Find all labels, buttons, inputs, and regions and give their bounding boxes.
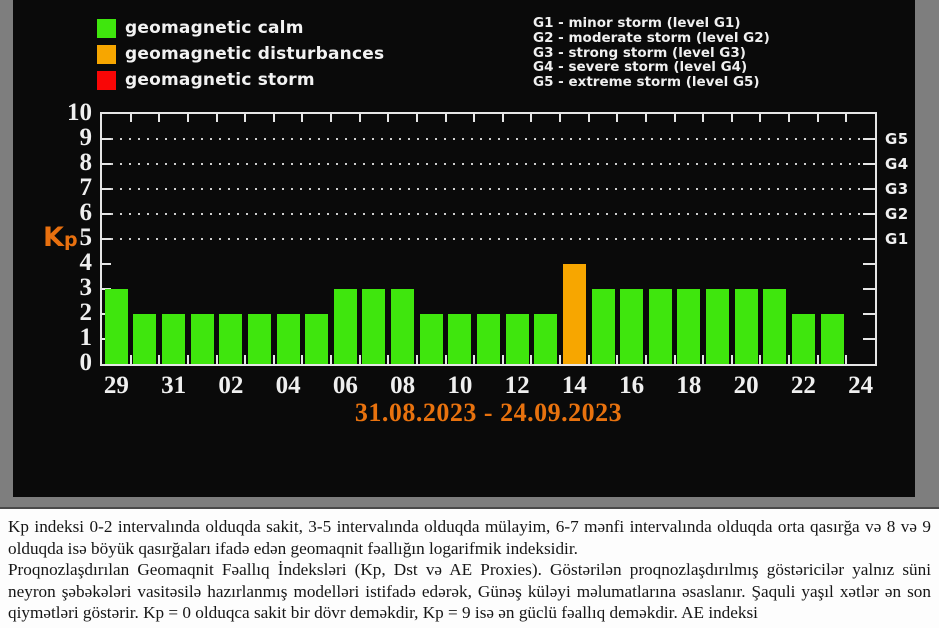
x-axis-label-08: 08 xyxy=(390,372,416,399)
y-tick-right xyxy=(863,163,875,165)
x-tick-top xyxy=(330,114,332,122)
kp-bar-day-09 xyxy=(420,314,443,364)
y-axis-label-4: 4 xyxy=(79,248,92,276)
legend-label-storm: geomagnetic storm xyxy=(125,70,315,90)
x-tick-bottom xyxy=(559,355,561,364)
y-axis-label-0: 0 xyxy=(79,348,92,376)
calm-color-swatch xyxy=(97,19,116,38)
y-tick-right xyxy=(863,238,875,240)
disturbances-color-swatch xyxy=(97,45,116,64)
x-axis-label-06: 06 xyxy=(332,372,358,399)
x-tick-bottom xyxy=(273,355,275,364)
kp-bar-day-11 xyxy=(477,314,500,364)
x-tick-bottom xyxy=(130,355,132,364)
kp-bar-day-23 xyxy=(821,314,844,364)
x-tick-bottom xyxy=(244,355,246,364)
right-axis-label-g4: G4 xyxy=(885,155,909,173)
right-axis-label-g5: G5 xyxy=(885,130,909,148)
y-axis-title: Kp xyxy=(43,222,78,253)
y-axis-label-5: 5 xyxy=(79,223,92,251)
x-tick-bottom xyxy=(359,355,361,364)
x-tick-bottom xyxy=(588,355,590,364)
description-text xyxy=(0,509,939,628)
legend-label-disturbances: geomagnetic disturbances xyxy=(125,44,385,64)
x-tick-bottom xyxy=(387,355,389,364)
x-tick-bottom xyxy=(416,355,418,364)
y-tick-right xyxy=(863,338,875,340)
x-tick-top xyxy=(731,114,733,122)
x-tick-top xyxy=(588,114,590,122)
x-tick-bottom xyxy=(645,355,647,364)
kp-bar-day-18 xyxy=(677,289,700,364)
x-tick-top xyxy=(788,114,790,122)
y-tick-left xyxy=(102,263,111,265)
kp-bar-day-30 xyxy=(133,314,156,364)
kp-bar-day-04 xyxy=(277,314,300,364)
storm-level-g1: G1 - minor storm (level G1) xyxy=(533,15,741,31)
y-axis-label-7: 7 xyxy=(79,173,92,201)
x-tick-top xyxy=(187,114,189,122)
x-tick-top xyxy=(645,114,647,122)
x-axis-label-31: 31 xyxy=(161,372,187,399)
x-tick-bottom xyxy=(158,355,160,364)
kp-bar-day-15 xyxy=(592,289,615,364)
kp-bar-day-10 xyxy=(448,314,471,364)
gridline-level-g3 xyxy=(102,188,875,190)
x-tick-top xyxy=(817,114,819,122)
x-tick-top xyxy=(445,114,447,122)
right-axis-label-g2: G2 xyxy=(885,205,909,223)
x-axis-label-14: 14 xyxy=(561,372,587,399)
x-tick-bottom xyxy=(702,355,704,364)
x-tick-top xyxy=(301,114,303,122)
x-tick-top xyxy=(273,114,275,122)
x-tick-bottom xyxy=(445,355,447,364)
legend-item-disturbances xyxy=(97,41,384,67)
x-tick-bottom xyxy=(674,355,676,364)
x-axis-label-22: 22 xyxy=(790,372,816,399)
legend-item-storm xyxy=(97,67,384,93)
y-tick-left xyxy=(102,213,111,215)
y-axis-label-10: 10 xyxy=(67,98,92,126)
x-axis-label-24: 24 xyxy=(848,372,874,399)
kp-bar-day-19 xyxy=(706,289,729,364)
kp-bar-day-12 xyxy=(506,314,529,364)
description-paragraph-2: Proqnozlaşdırılan Geomaqnit Fəallıq İndeksləri (Kp, Dst və AE Proxies). Göstərilən proqnozlaşdırılmış göstəricilər yalnız süni neyron şəbəkələri vasitəsilə hazırlanmış modelləri istifadə edərək, Günəş küləyi məlumatlarına əsaslanır. Şaquli yaşıl xətlər ən son qiymətləri göstərir. Kp = 0 olduqca sakit bir dövr deməkdir, Kp = 9 isə ən güclü fəallıq deməkdir. AE indeksi xyxy=(8,560,931,623)
y-axis-label-3: 3 xyxy=(79,273,92,301)
x-tick-bottom xyxy=(502,355,504,364)
y-tick-left xyxy=(102,188,111,190)
y-tick-right xyxy=(863,188,875,190)
gridline-level-g5 xyxy=(102,138,875,140)
x-axis-label-16: 16 xyxy=(619,372,645,399)
kp-bar-day-20 xyxy=(735,289,758,364)
gridline-level-g2 xyxy=(102,213,875,215)
y-tick-right xyxy=(863,138,875,140)
storm-color-swatch xyxy=(97,71,116,90)
x-tick-top xyxy=(845,114,847,122)
y-axis-label-2: 2 xyxy=(79,298,92,326)
y-tick-left xyxy=(102,238,111,240)
kp-bar-day-21 xyxy=(763,289,786,364)
x-tick-top xyxy=(130,114,132,122)
kp-bar-day-05 xyxy=(305,314,328,364)
x-tick-bottom xyxy=(788,355,790,364)
x-tick-bottom xyxy=(817,355,819,364)
x-tick-top xyxy=(244,114,246,122)
x-axis-label-04: 04 xyxy=(275,372,301,399)
kp-bar-day-03 xyxy=(248,314,271,364)
x-tick-bottom xyxy=(473,355,475,364)
x-tick-top xyxy=(158,114,160,122)
y-tick-left xyxy=(102,163,111,165)
kp-bar-day-14 xyxy=(563,264,586,364)
x-tick-top xyxy=(759,114,761,122)
x-tick-top xyxy=(473,114,475,122)
x-tick-bottom xyxy=(330,355,332,364)
x-tick-bottom xyxy=(616,355,618,364)
kp-bar-day-31 xyxy=(162,314,185,364)
x-tick-top xyxy=(416,114,418,122)
storm-level-g5: G5 - extreme storm (level G5) xyxy=(533,74,760,91)
x-axis-label-18: 18 xyxy=(676,372,702,399)
right-axis-label-g3: G3 xyxy=(885,180,909,198)
x-tick-bottom xyxy=(301,355,303,364)
x-axis-label-02: 02 xyxy=(218,372,244,399)
date-range-label: 31.08.2023 - 24.09.2023 xyxy=(354,398,623,427)
y-axis-label-6: 6 xyxy=(79,198,92,226)
gridline-level-g4 xyxy=(102,163,875,165)
x-tick-bottom xyxy=(731,355,733,364)
kp-bar-day-01 xyxy=(191,314,214,364)
x-tick-top xyxy=(702,114,704,122)
kp-bar-day-07 xyxy=(362,289,385,364)
storm-level-legend xyxy=(533,16,770,90)
kp-bar-day-06 xyxy=(334,289,357,364)
x-axis-label-10: 10 xyxy=(447,372,473,399)
x-tick-top xyxy=(502,114,504,122)
x-tick-top xyxy=(216,114,218,122)
kp-bar-day-13 xyxy=(534,314,557,364)
x-axis-label-29: 29 xyxy=(103,372,129,399)
x-tick-top xyxy=(530,114,532,122)
storm-level-g2: G2 - moderate storm (level G2) xyxy=(533,29,770,46)
kp-bar-day-17 xyxy=(649,289,672,364)
x-tick-bottom xyxy=(759,355,761,364)
x-tick-top xyxy=(616,114,618,122)
x-tick-bottom xyxy=(216,355,218,364)
legend-item-calm xyxy=(97,15,384,41)
x-axis-label-12: 12 xyxy=(504,372,530,399)
kp-bar-day-29 xyxy=(105,289,128,364)
y-axis-label-1: 1 xyxy=(79,323,92,351)
description-paragraph-1: Kp indeksi 0-2 intervalında olduqda sakit, 3-5 intervalında olduqda mülayim, 6-7 mənfi intervalında olduqda orta qasırğa və 8 və 9 olduqda isə böyük qasırğaları ifadə edən geomaqnit fəallığın logarifmik indeksidir. xyxy=(8,517,931,558)
y-tick-right xyxy=(863,213,875,215)
x-tick-bottom xyxy=(187,355,189,364)
plot-area xyxy=(100,112,877,366)
x-tick-top xyxy=(359,114,361,122)
kp-bar-day-16 xyxy=(620,289,643,364)
kp-bar-day-02 xyxy=(219,314,242,364)
y-tick-right xyxy=(863,263,875,265)
kp-bar-day-22 xyxy=(792,314,815,364)
gridline-level-g1 xyxy=(102,238,875,240)
x-tick-bottom xyxy=(530,355,532,364)
x-tick-top xyxy=(559,114,561,122)
legend-label-calm: geomagnetic calm xyxy=(125,18,304,38)
kp-forecast-chart-panel xyxy=(13,0,915,497)
y-axis-label-8: 8 xyxy=(79,148,92,176)
right-axis-label-g1: G1 xyxy=(885,230,909,248)
storm-level-g3: G3 - strong storm (level G3) xyxy=(533,44,746,61)
y-tick-left xyxy=(102,138,111,140)
activity-legend xyxy=(97,15,384,93)
x-tick-top xyxy=(674,114,676,122)
y-tick-right xyxy=(863,313,875,315)
y-axis-label-9: 9 xyxy=(79,123,92,151)
x-tick-bottom xyxy=(845,355,847,364)
storm-level-g4: G4 - severe storm (level G4) xyxy=(533,59,748,76)
y-tick-right xyxy=(863,288,875,290)
x-tick-top xyxy=(387,114,389,122)
x-axis-label-20: 20 xyxy=(733,372,759,399)
kp-bar-day-08 xyxy=(391,289,414,364)
